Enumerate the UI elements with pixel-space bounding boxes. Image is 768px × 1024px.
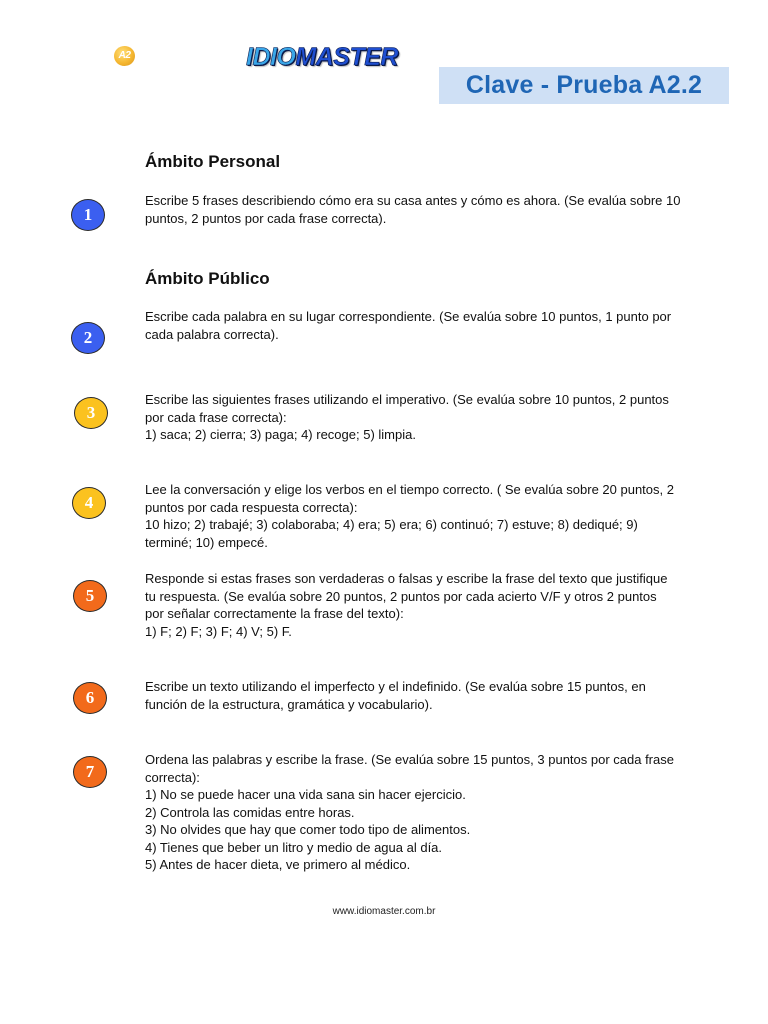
exercise-line: 5) Antes de hacer dieta, ve primero al médico. [145, 857, 411, 872]
exercise-line: correcta): [145, 769, 200, 785]
exercise-line: Escribe 5 frases describiendo cómo era su casa antes y cómo es ahora. (Se evalúa sobre 10 [145, 193, 681, 208]
exercise-line: Escribe cada palabra en su lugar correspondiente. (Se evalúa sobre 10 puntos, 1 punto por [145, 309, 672, 324]
exercise-line: cada palabra correcta). [145, 326, 279, 342]
idiomaster-logo [246, 42, 398, 72]
exercise-number-badge: 5 [73, 580, 107, 612]
exercise-line: Escribe un texto utilizando el imperfecto y el indefinido. (Se evalúa sobre 15 puntos, en [145, 679, 646, 694]
exercise-line: puntos, 2 puntos por cada frase correcta). [145, 210, 387, 226]
footer-url[interactable]: www.idiomaster.com.br [332, 906, 436, 917]
exercise-number-badge: 2 [71, 322, 105, 354]
exercise-line: tu respuesta. (Se evalúa sobre 20 puntos, 2 puntos por cada acierto V/F y otros 2 puntos [145, 588, 657, 604]
exercise-number-badge: 7 [73, 756, 107, 788]
exercise-3 [145, 391, 725, 444]
logo-part-a: IDIO [246, 43, 296, 71]
exercise-line: 1) saca; 2) cierra; 3) paga; 4) recoge; 5) limpia. [145, 427, 416, 442]
exercise-line: 4) Tienes que beber un litro y medio de agua al día. [145, 839, 443, 855]
section-heading-personal: Ámbito Personal [145, 152, 281, 171]
exercise-line: 1) F; 2) F; 3) F; 4) V; 5) F. [145, 623, 292, 639]
exercise-line: Responde si estas frases son verdaderas o falsas y escribe la frase del texto que justifique [145, 571, 668, 586]
page-title-box [439, 67, 729, 104]
exercise-number-badge: 6 [73, 682, 107, 714]
exercise-7 [145, 751, 725, 874]
exercise-line: función de la estructura, gramática y vocabulario). [145, 696, 433, 712]
exercise-2 [145, 308, 725, 343]
exercise-number-badge: 4 [72, 487, 106, 519]
exercise-line: 3) No olvides que hay que comer todo tipo de alimentos. [145, 822, 471, 837]
exercise-line: terminé; 10) empecé. [145, 534, 268, 550]
exercise-number-badge: 1 [71, 199, 105, 231]
exercise-line: 1) No se puede hacer una vida sana sin hacer ejercicio. [145, 787, 466, 802]
logo-part-b: MASTER [295, 43, 398, 71]
exercise-line: Lee la conversación y elige los verbos en el tiempo correcto. ( Se evalúa sobre 20 puntos, 2 [145, 482, 674, 497]
exercise-line: Escribe las siguientes frases utilizando el imperativo. (Se evalúa sobre 10 puntos, 2 puntos [145, 392, 669, 407]
section-heading-publico: Ámbito Público [145, 269, 270, 288]
level-badge-icon: A2 [114, 46, 135, 66]
exercise-line: por señalar correctamente la frase del texto): [145, 606, 404, 621]
page-title: Clave - Prueba A2.2 [465, 71, 703, 99]
exercise-line: 2) Controla las comidas entre horas. [145, 804, 355, 820]
exercise-1 [145, 192, 725, 227]
exercise-number-badge: 3 [74, 397, 108, 429]
exercise-line: 10 hizo; 2) trabajé; 3) colaboraba; 4) era; 5) era; 6) continuó; 7) estuve; 8) dediqué; 9) [145, 517, 638, 532]
exercise-line: por cada frase correcta): [145, 409, 287, 425]
exercise-line: puntos por cada respuesta correcta): [145, 499, 358, 515]
exercise-line: Ordena las palabras y escribe la frase. (Se evalúa sobre 15 puntos, 3 puntos por cada frase [145, 752, 674, 767]
exercise-4 [145, 481, 725, 551]
exercise-6 [145, 678, 725, 713]
exercise-5 [145, 570, 725, 640]
